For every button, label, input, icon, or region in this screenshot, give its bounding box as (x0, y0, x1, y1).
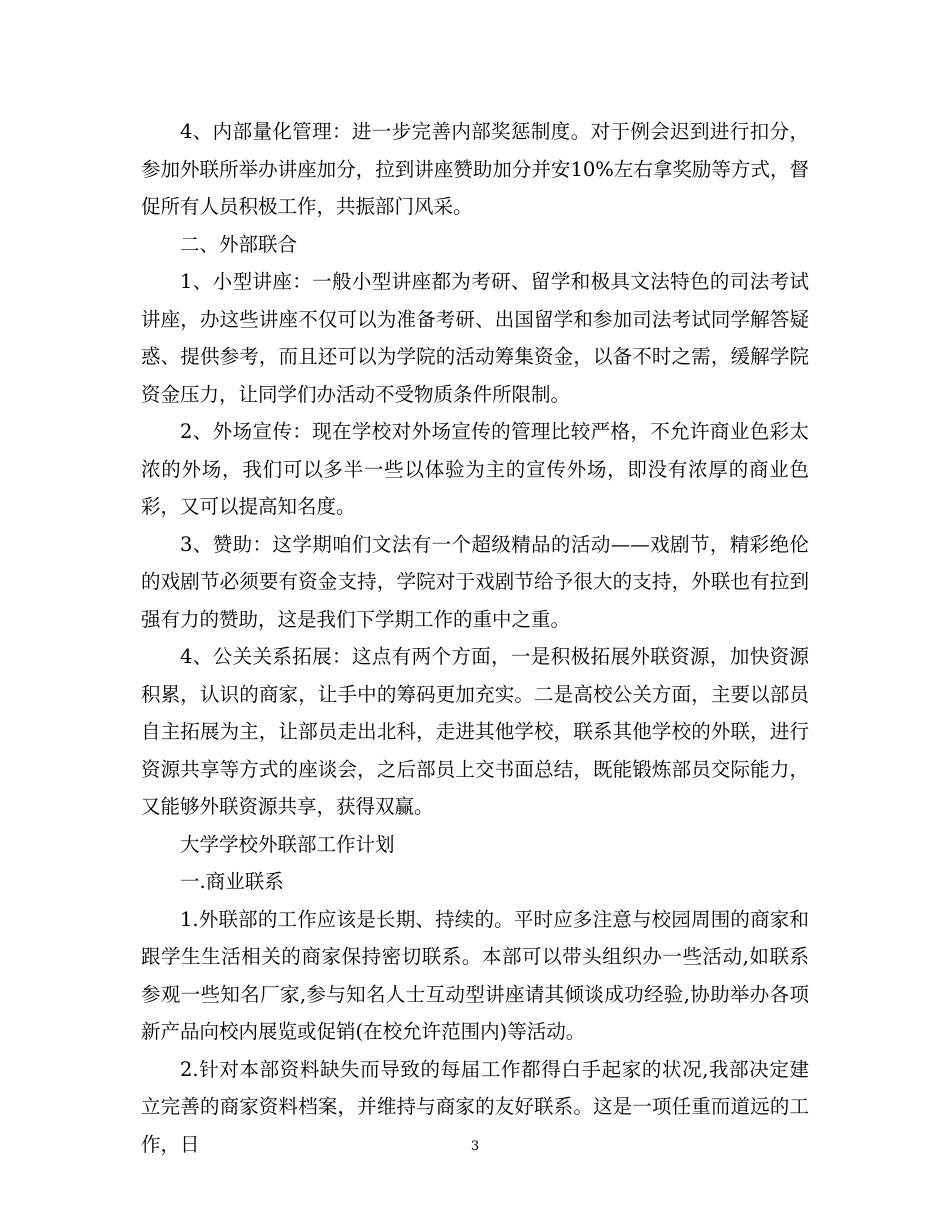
paragraph-sponsorship: 3、赞助：这学期咱们文法有一个超级精品的活动——戏剧节，精彩绝伦的戏剧节必须要有资金支持，学院对于戏剧节给予很大的支持，外联也有拉到强有力的赞助，这是我们下学期工作的重中之重。 (141, 532, 809, 631)
document-subtitle: 大学学校外联部工作计划 (180, 832, 395, 856)
paragraph-merchant-archive: 2.针对本部资料缺失而导致的每届工作都得白手起家的状况,我部决定建立完善的商家资料档案，并维持与商家的友好联系。这是一项任重而道远的工作，日 (141, 1057, 809, 1156)
paragraph-long-term-work: 1.外联部的工作应该是长期、持续的。平时应多注意与校园周围的商家和跟学生生活相关的商家保持密切联系。本部可以带头组织办一些活动,如联系参观一些知名厂家,参与知名人士互动型讲座请其倾谈成功经验,协助举办各项新产品向校内展览或促销(在校允许范围内)等活动。 (141, 907, 809, 1043)
body-text (141, 113, 809, 1163)
paragraph-small-lectures: 1、小型讲座：一般小型讲座都为考研、留学和极具文法特色的司法考试讲座，办这些讲座不仅可以为准备考研、出国留学和参加司法考试同学解答疑惑、提供参考，而且还可以为学院的活动筹集资金，以备不时之需，缓解学院资金压力，让同学们办活动不受物质条件所限制。 (141, 270, 809, 406)
paragraph-outdoor-promotion: 2、外场宣传：现在学校对外场宣传的管理比较严格，不允许商业色彩太浓的外场，我们可以多半一些以体验为主的宣传外场，即没有浓厚的商业色彩，又可以提高知名度。 (141, 420, 809, 518)
page-number: 3 (470, 1139, 480, 1154)
section-heading-business-contact: 一.商业联系 (180, 870, 284, 893)
section-heading-external-cooperation: 二、外部联合 (180, 232, 298, 256)
paragraph-public-relations: 4、公关关系拓展：这点有两个方面，一是积极拓展外联资源，加快资源积累，认识的商家，让手中的筹码更加充实。二是高校公关方面，主要以部员自主拓展为主，让部员走出北科，走进其他学校，联系其他学校的外联，进行资源共享等方式的座谈会，之后部员上交书面总结，既能锻炼部员交际能力，又能够外联资源共享，获得双赢。 (141, 645, 809, 818)
paragraph-internal-quantified-management: 4、内部量化管理：进一步完善内部奖惩制度。对于例会迟到进行扣分，参加外联所举办讲座加分，拉到讲座赞助加分并安10%左右拿奖励等方式，督促所有人员积极工作，共振部门风采。 (141, 120, 809, 218)
